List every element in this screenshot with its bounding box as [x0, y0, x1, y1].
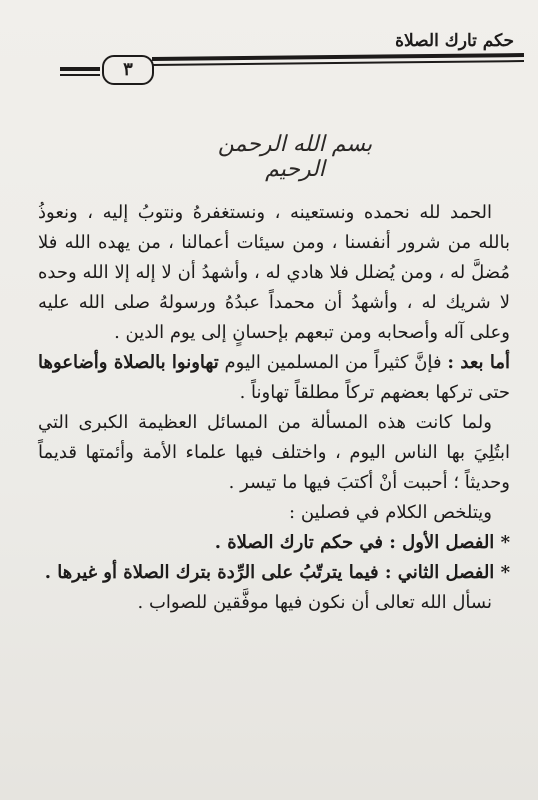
- paragraph-closing: نسأل الله تعالى أن نكون فيها موفَّقين للصواب .: [137, 592, 492, 613]
- paragraph-amma-bad: [38, 348, 510, 408]
- paragraph-reason: ولما كانت هذه المسألة من المسائل العظيمة الكبرى التي ابتُلِيَ بها الناس اليوم ، واختلف فيها علماء الأمة وأئمتها قديماً وحديثاً ؛ أحببت أنْ أكتبَ فيها ما تيسر .: [38, 412, 510, 493]
- amma-bad-lead: أما بعد :: [447, 352, 511, 373]
- header-rule-thin: [152, 60, 524, 66]
- chapter-one-item: * الفصل الأول : في حكم تارك الصلاة .: [214, 532, 510, 553]
- header-rule-left-thick: [60, 67, 100, 71]
- amma-bad-text: فإنَّ كثيراً من المسلمين اليوم: [218, 352, 448, 373]
- body-text: [38, 198, 510, 618]
- page-number: ٣: [102, 55, 154, 85]
- amma-bad-bold: تهاونوا بالصلاة وأضاعوها: [38, 352, 219, 373]
- running-title: حكم تارك الصلاة: [395, 31, 514, 51]
- chapter-two-item: * الفصل الثاني : فيما يترتّبُ على الرِّدة بترك الصلاة أو غيرها .: [44, 562, 510, 583]
- paragraph-summary: ويتلخص الكلام في فصلين :: [289, 502, 492, 523]
- paragraph-opening: الحمد لله نحمده ونستعينه ، ونستغفرهُ ونتوبُ إليه ، ونعوذُ بالله من شرور أنفسنا ، ومن سيئات أعمالنا ، من يهده الله فلا مُضلَّ له ، ومن يُضلل فلا هادي له ، وأشهدُ أن لا إله إلا الله وحده لا شريك له ، وأشهدُ أن محمداً عبدُهُ ورسولهُ صلى الله عليه وعلى آله وأصحابه ومن تبعهم بإحسانٍ إلى يوم الدين .: [38, 202, 510, 343]
- basmala-calligraphy: بسم الله الرحمن الرحيم: [217, 132, 373, 182]
- amma-bad-tail: حتى تركها بعضهم تركاً مطلقاً تهاوناً .: [239, 382, 510, 403]
- header-rule-left-thin: [60, 74, 100, 76]
